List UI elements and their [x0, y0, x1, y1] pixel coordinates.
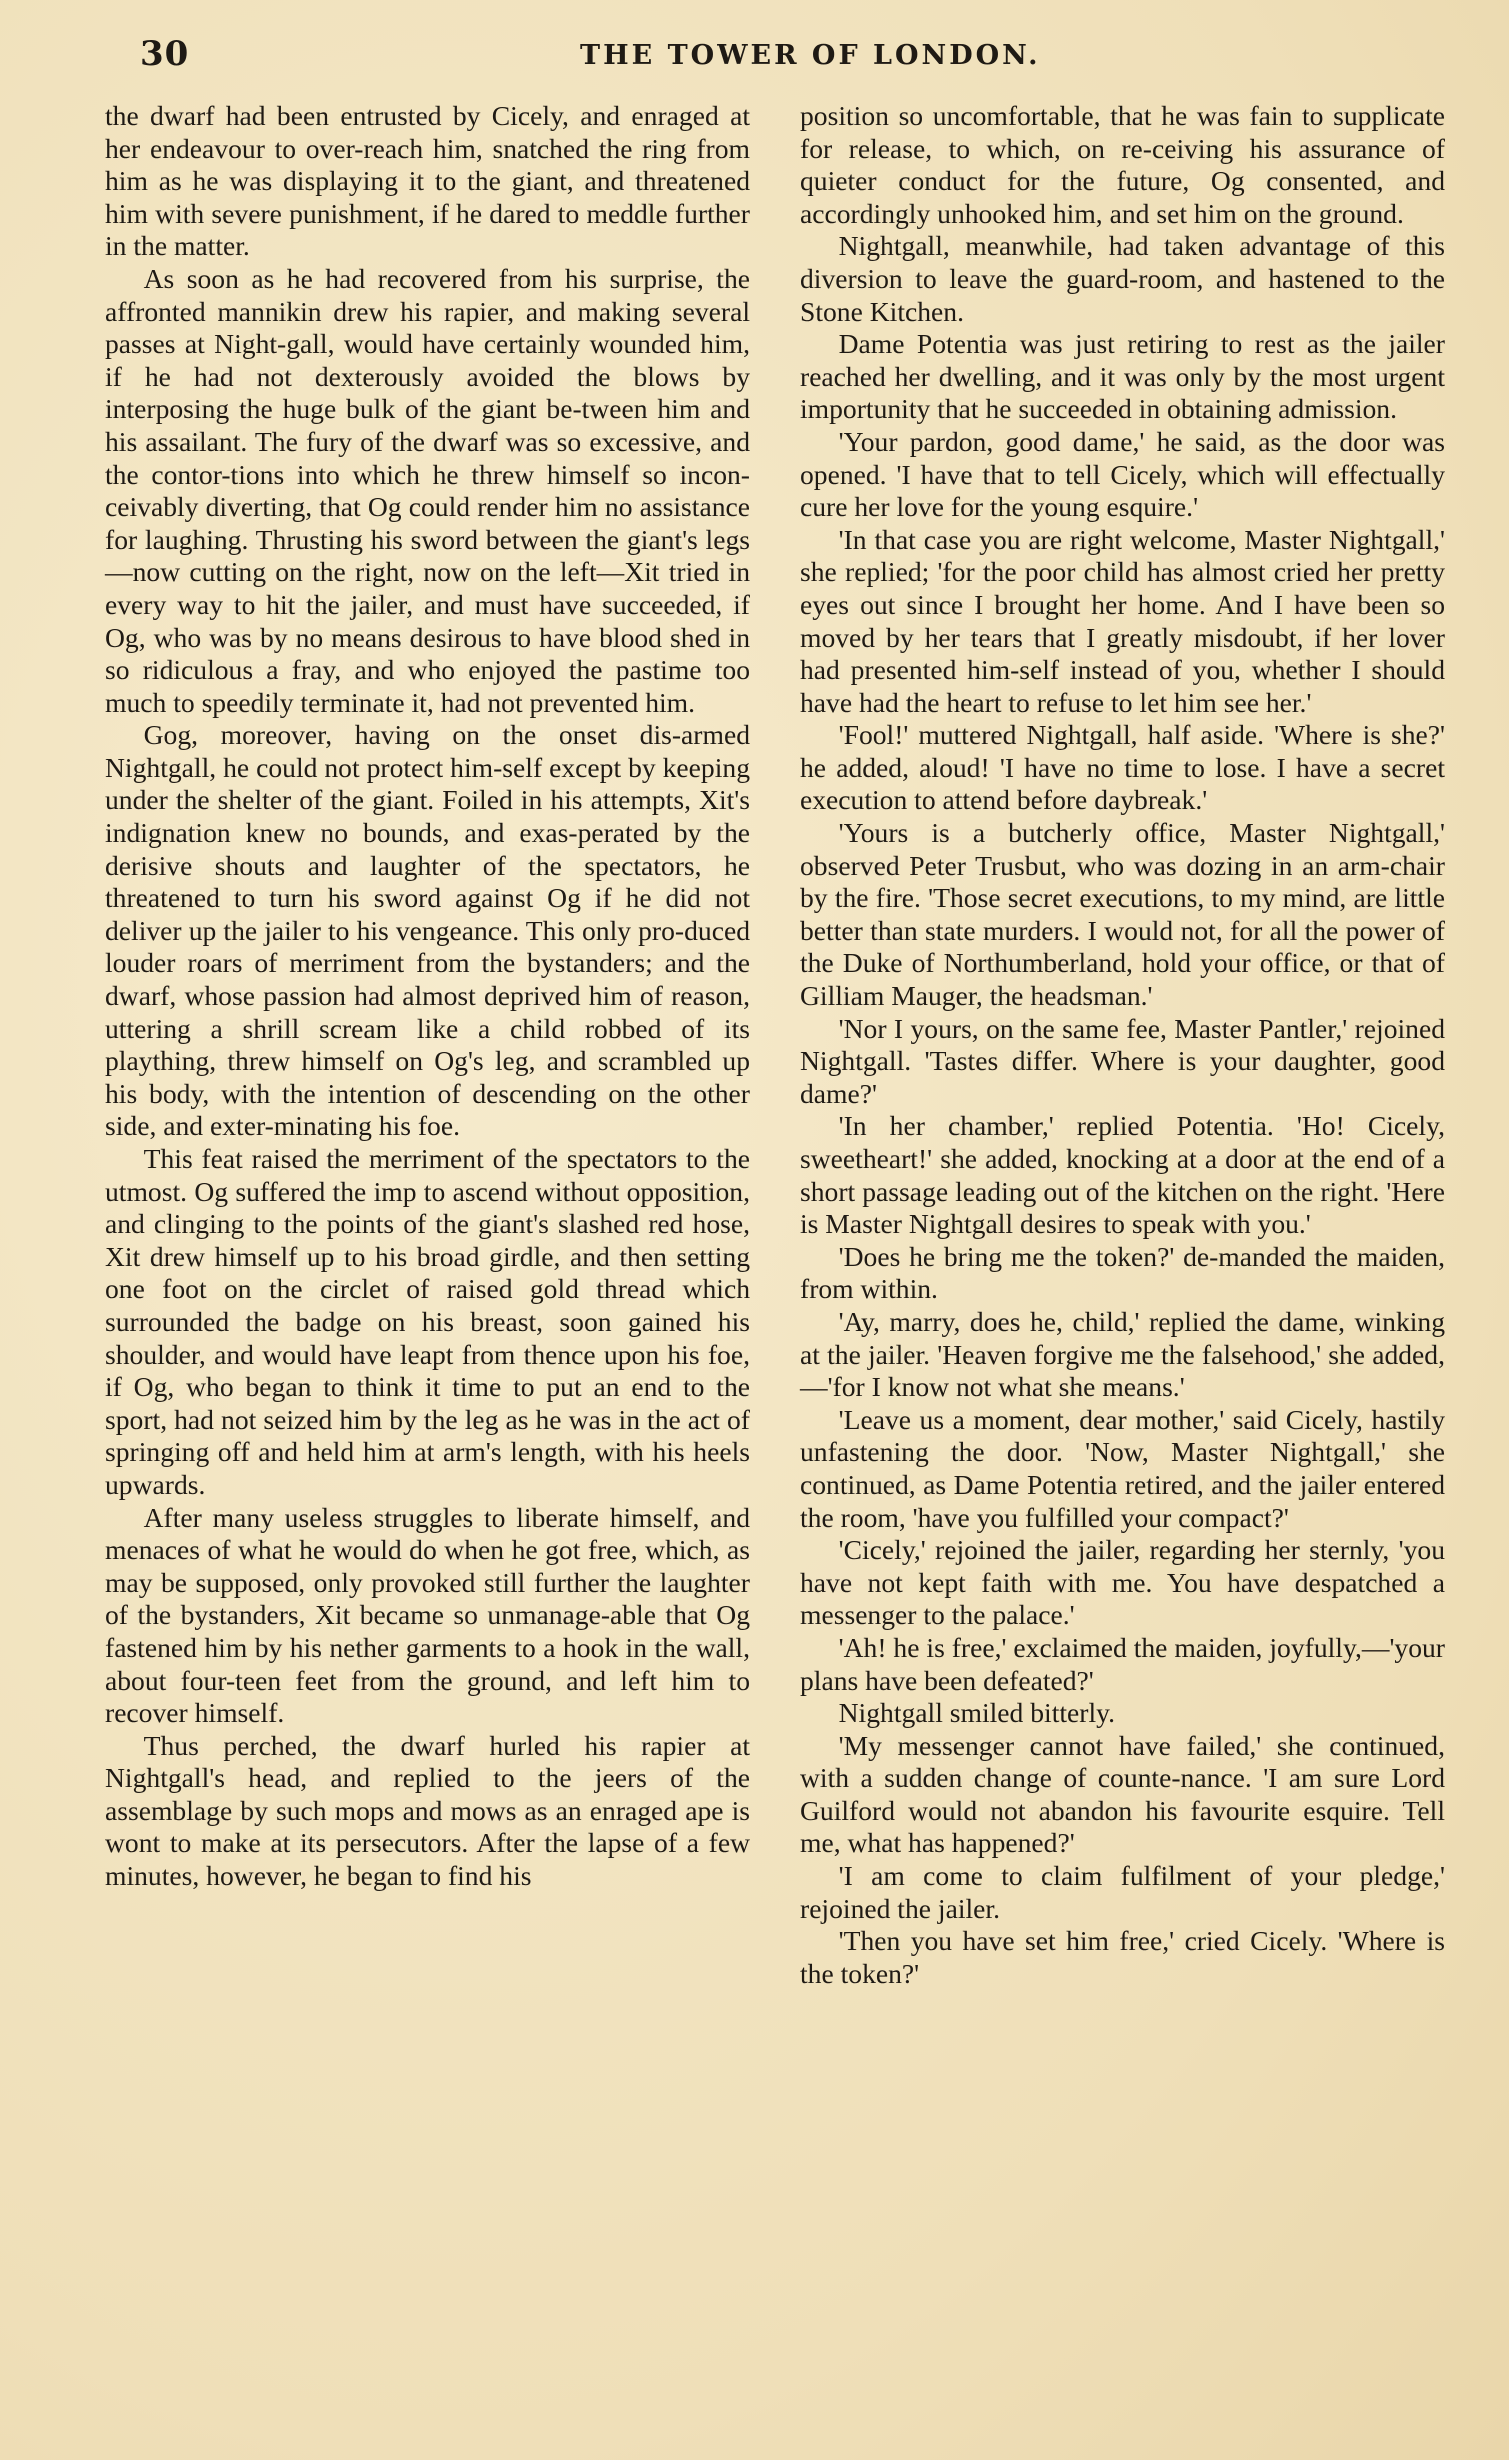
running-title: THE TOWER OF LONDON.: [580, 40, 1041, 71]
paragraph: 'My messenger cannot have failed,' she continued, with a sudden change of counte-nance. 'I am sure Lord Guilford would not abandon his favourite esquire. Tell me, what has happened?': [800, 1729, 1445, 1859]
paragraph: the dwarf had been entrusted by Cicely, and enraged at her endeavour to over-reach him, snatched the ring from him as he was displaying it to the giant, and threatened him with severe punishment, if he dared to meddle further in the matter.: [105, 100, 750, 262]
paragraph: 'Nor I yours, on the same fee, Master Pantler,' rejoined Nightgall. 'Tastes differ. Where is your daughter, good dame?': [800, 1012, 1445, 1109]
paragraph: 'In her chamber,' replied Potentia. 'Ho! Cicely, sweetheart!' she added, knocking at a door at the end of a short passage leading out of the kitchen on the right. 'Here is Master Nightgall desires to speak with you.': [800, 1110, 1445, 1240]
paragraph: 'Does he bring me the token?' de-manded the maiden, from within.: [800, 1240, 1445, 1305]
paragraph: 'Leave us a moment, dear mother,' said Cicely, hastily unfastening the door. 'Now, Master Nightgall,' she continued, as Dame Potentia retired, and the jailer entered the room, 'have you fulfilled your compact?': [800, 1403, 1445, 1533]
paragraph: After many useless struggles to liberate himself, and menaces of what he would do when he got free, which, as may be supposed, only provoked still further the laughter of the bystanders, Xit became so unmanage-able that Og fastened him by his nether garments to a hook in the wall, about four-teen feet from the ground, and left him to recover himself.: [105, 1501, 750, 1729]
right-column: [800, 100, 1445, 1990]
paragraph: 'Then you have set him free,' cried Cicely. 'Where is the token?': [800, 1925, 1445, 1989]
paragraph: Thus perched, the dwarf hurled his rapier at Nightgall's head, and replied to the jeers of the assemblage by such mops and mows as an enraged ape is wont to make at its persecutors. After the lapse of a few minutes, however, he began to find his: [105, 1729, 750, 1892]
paragraph: 'Your pardon, good dame,' he said, as the door was opened. 'I have that to tell Cicely, which will effectually cure her love for the young esquire.': [800, 425, 1445, 523]
paragraph: This feat raised the merriment of the spectators to the utmost. Og suffered the imp to ascend without opposition, and clinging to the points of the giant's slashed red hose, Xit drew himself up to his broad girdle, and then setting one foot on the circlet of raised gold thread which surrounded the badge on his breast, soon gained his shoulder, and would have leapt from thence upon his foe, if Og, who began to think it time to put an end to the sport, had not seized him by the leg as he was in the act of springing off and held him at arm's length, with his heels upwards.: [105, 1143, 750, 1500]
paragraph: Nightgall, meanwhile, had taken advantage of this diversion to leave the guard-room, and hastened to the Stone Kitchen.: [800, 230, 1445, 327]
paragraph: 'Ah! he is free,' exclaimed the maiden, joyfully,—'your plans have been defeated?': [800, 1631, 1445, 1696]
left-column: [105, 100, 750, 1893]
paragraph: position so uncomfortable, that he was fain to supplicate for release, to which, on re-ceiving his assurance of quieter conduct for the future, Og consented, and accordingly unhooked him, and set him on the ground.: [800, 100, 1445, 229]
paragraph: 'I am come to claim fulfilment of your pledge,' rejoined the jailer.: [800, 1860, 1445, 1924]
paragraph: 'Fool!' muttered Nightgall, half aside. 'Where is she?' he added, aloud! 'I have no time to lose. I have a secret execution to attend before daybreak.': [800, 719, 1445, 816]
paragraph: 'Ay, marry, does he, child,' replied the dame, winking at the jailer. 'Heaven forgive me the falsehood,' she added,—'for I know not what she means.': [800, 1305, 1445, 1403]
paragraph: Dame Potentia was just retiring to rest as the jailer reached her dwelling, and it was only by the most urgent importunity that he succeeded in obtaining admission.: [800, 328, 1445, 425]
paragraph: Nightgall smiled bitterly.: [838, 1697, 1116, 1729]
paragraph: 'In that case you are right welcome, Master Nightgall,' she replied; 'for the poor child has almost cried her pretty eyes out since I brought her home. And I have been so moved by her tears that I greatly misdoubt, if her lover had presented him-self instead of you, whether I should have had the heart to refuse to let him see her.': [800, 523, 1445, 718]
paragraph: 'Cicely,' rejoined the jailer, regarding her sternly, 'you have not kept faith with me. You have despatched a messenger to the palace.': [800, 1534, 1445, 1631]
page-number: 30: [140, 34, 190, 74]
paragraph: 'Yours is a butcherly office, Master Nightgall,' observed Peter Trusbut, who was dozing in an arm-chair by the fire. 'Those secret executions, to my mind, are little better than state murders. I would not, for all the power of the Duke of Northumberland, hold your office, or that of Gilliam Mauger, the headsman.': [800, 817, 1445, 1012]
paragraph: As soon as he had recovered from his surprise, the affronted mannikin drew his rapier, and making several passes at Night-gall, would have certainly wounded him, if he had not dexterously avoided the blows by interposing the huge bulk of the giant be-tween him and his assailant. The fury of the dwarf was so excessive, and the contor-tions into which he threw himself so incon-ceivably diverting, that Og could render him no assistance for laughing. Thrusting his sword between the giant's legs—now cutting on the right, now on the left—Xit tried in every way to hit the jailer, and must have succeeded, if Og, who was by no means desirous to have blood shed in so ridiculous a fray, and who enjoyed the pastime too much to speedily terminate it, had not prevented him.: [105, 262, 750, 718]
page-header: [140, 28, 1439, 78]
paragraph: Gog, moreover, having on the onset dis-armed Nightgall, he could not protect him-self except by keeping under the shelter of the giant. Foiled in his attempts, Xit's indignation knew no bounds, and exas-perated by the derisive shouts and laughter of the spectators, he threatened to turn his sword against Og if he did not deliver up the jailer to his vengeance. This only pro-duced louder roars of merriment from the bystanders; and the dwarf, whose passion had almost deprived him of reason, uttering a shrill scream like a child robbed of its plaything, threw himself on Og's leg, and scrambled up his body, with the intention of descending on the other side, and exter-minating his foe.: [105, 719, 750, 1142]
